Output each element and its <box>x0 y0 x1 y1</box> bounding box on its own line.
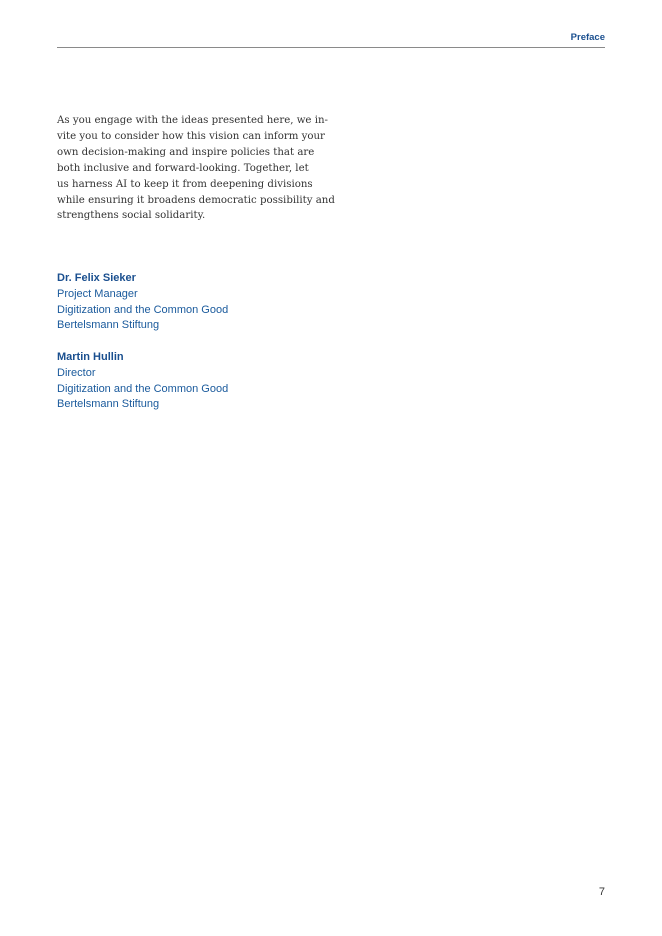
signatory-block <box>57 271 228 334</box>
paragraph-line: own decision-making and inspire policies that are <box>57 146 315 158</box>
signatory-block <box>57 350 228 413</box>
signatory-role: Project Manager <box>57 287 138 300</box>
paragraph-line: us harness AI to keep it from deepening divisions <box>57 178 313 190</box>
closing-paragraph <box>57 113 337 224</box>
paragraph-line: strengthens social solidarity. <box>57 210 206 222</box>
header-divider <box>57 47 605 48</box>
paragraph-line: As you engage with the ideas presented here, we in- <box>57 115 328 126</box>
paragraph-line: vite you to consider how this vision can inform your <box>57 130 325 142</box>
signatory-program: Digitization and the Common Good <box>57 303 229 316</box>
signatory-program: Digitization and the Common Good <box>57 382 229 395</box>
paragraph-line: while ensuring it broadens democratic possibility and <box>57 194 335 206</box>
signatory-name: Dr. Felix Sieker <box>57 272 136 284</box>
running-header-section-label: Preface <box>570 32 605 43</box>
page-number: 7 <box>598 886 605 898</box>
signatory-role: Director <box>57 366 96 379</box>
signatory-organization: Bertelsmann Stiftung <box>57 398 160 411</box>
signatory-name: Martin Hullin <box>57 351 124 363</box>
paragraph-line: both inclusive and forward-looking. Together, let <box>57 162 309 174</box>
signatory-organization: Bertelsmann Stiftung <box>57 319 160 332</box>
